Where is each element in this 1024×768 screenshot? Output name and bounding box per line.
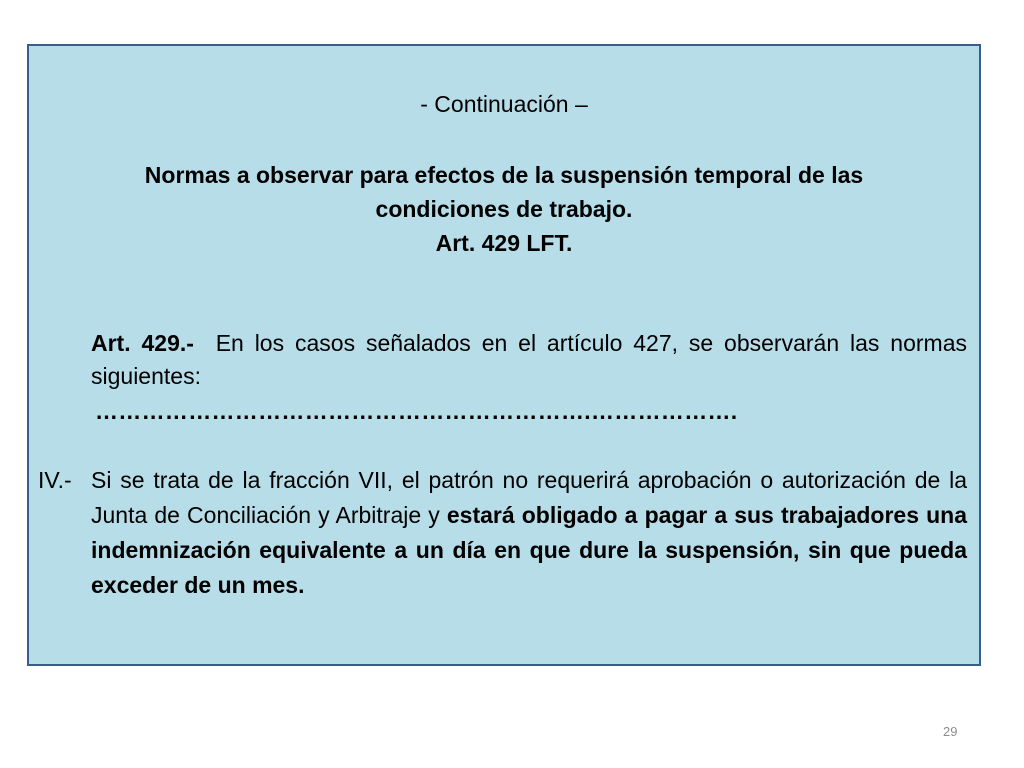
fraction-text: Si se trata de la fracción VII, el patrón no requerirá aprobación o autorización de la Junta de Conciliación y Arbitraje y: [91, 467, 967, 528]
heading-line-3: Art. 429 LFT.: [435, 230, 573, 256]
article-label: Art. 429.-: [91, 330, 194, 356]
content-box: [27, 44, 981, 666]
fraction-label: IV.-: [38, 467, 72, 493]
fraction-paragraph: [38, 463, 968, 603]
article-paragraph: [91, 327, 967, 393]
heading-line-2: condiciones de trabajo.: [375, 196, 633, 222]
ellipsis-line: ……………………………………………………….……………….: [95, 398, 738, 424]
fraction-text-bold: estará obligado a pagar a sus trabajadores una indemnización equivalente a un día en que dure la suspensión, sin que pueda exceder de un mes.: [91, 502, 968, 598]
article-text: En los casos señalados en el artículo 427, se observarán las normas siguientes:: [91, 330, 967, 389]
heading: [49, 158, 959, 260]
subtitle: - Continuación –: [420, 91, 588, 117]
page-number: 29: [943, 724, 958, 739]
heading-line-1: Normas a observar para efectos de la suspensión temporal de las: [144, 162, 864, 188]
